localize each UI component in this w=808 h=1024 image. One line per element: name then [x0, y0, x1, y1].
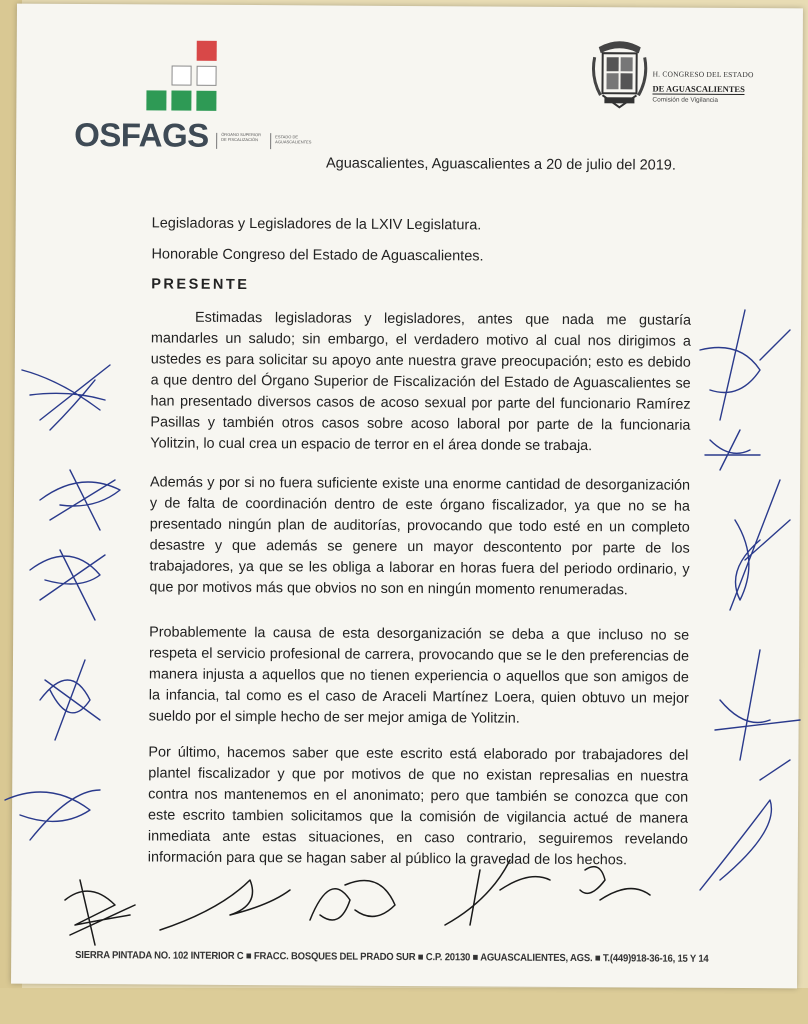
letter-page — [11, 4, 803, 989]
congress-text-block — [652, 69, 792, 104]
salutation: PRESENTE — [151, 276, 250, 294]
logo-small-text-2: ESTADO DE AGUASCALIENTES — [275, 134, 312, 145]
logo-divider — [216, 133, 217, 149]
osfags-wordmark: OSFAGS — [74, 115, 209, 154]
logo-square-green — [146, 90, 166, 110]
logo-square-red — [197, 41, 217, 61]
congress-line1: H. CONGRESO DEL ESTADO — [652, 69, 754, 80]
logo-square-green — [171, 91, 191, 111]
osfags-logo — [74, 40, 335, 154]
body-paragraph-4: Por último, hacemos saber que este escrito está elaborado por trabajadores del plantel fiscalizador y que por motivos de que no existan represalias en nuestra contra nos mantenemos en el anonimato; pero que también se conozca que con este escrito tambien solicitamos que la comisión de vigilancia actué de manera inmediata ante estas situaciones, en caso contrario, seguiremos revelando información para que se hagan saber al público la gravedad de los hechos. — [147, 744, 689, 869]
congress-header — [588, 33, 788, 114]
date-line: Aguascalientes, Aguascalientes a 20 de julio del 2019. — [325, 155, 676, 174]
folder-bottom — [0, 988, 808, 1024]
recipient-line-1: Legisladoras y Legisladores de la LXIV Legislatura. — [151, 215, 482, 234]
congress-seal-icon — [588, 33, 650, 111]
logo-small-text: ÓRGANO SUPERIOR DE FISCALIZACIÓN — [221, 131, 262, 143]
congress-line3: Comisión de Vigilancia — [652, 96, 719, 104]
logo-divider — [270, 133, 271, 149]
congress-line2: DE AGUASCALIENTES — [652, 83, 745, 95]
logo-square-outline — [172, 66, 192, 86]
logo-square-green — [196, 91, 216, 111]
footer-address: SIERRA PINTADA NO. 102 INTERIOR C ■ FRACC. BOSQUES DEL PRADO SUR ■ C.P. 20130 ■ AGUASCALIENTES, AGS. ■ T.(449)918-36-16, 15 Y 14 — [75, 949, 709, 965]
body-paragraph-2: Además y por si no fuera suficiente existe una enorme cantidad de desorganización y de falta de coordinación dentro de este órgano fiscalizador, ya que no se ha presentado ningún plan de auditorías, provocando que todo esté en un completo desastre y que además se genere un mayor descontento por parte de los trabajadores, ya que se les obliga a laborar en horas fuera del periodo ordinario, y que por motivos más que obvios no son en ningún momento renumeradas. — [149, 474, 691, 599]
body-paragraph-3: Probablemente la causa de esta desorganización se deba a que incluso no se respeta el servicio profesional de carrera, provocando que se le den preferencias de manera injusta a aquellos que no tienen experiencia o aquellos que son amigos de la infancia, tal como es el caso de Araceli Martínez Loera, quien obtuvo un mejor sueldo por el simple hecho de ser mejor amiga de Yolitzin. — [148, 624, 690, 727]
logo-square-outline — [197, 66, 217, 86]
body-paragraph-1: Estimadas legisladoras y legisladores, antes que nada me gustaría mandarles un saludo; sin embargo, el verdadero motivo al cual nos dirigimos a ustedes es para solicitar su apoyo ante nuestra grave preocupación; esto es debido a que dentro del Órgano Superior de Fiscalización del Estado de Aguascalientes se han presentado diversos casos de acoso sexual por parte del funcionario Ramírez Pasillas y también otros casos sobre acoso laboral por parte de la funcionaria Yolitzin, lo cual crea un espacio de terror en el área donde se trabaja. — [150, 309, 692, 455]
recipient-line-2: Honorable Congreso del Estado de Aguascalientes. — [151, 246, 484, 265]
